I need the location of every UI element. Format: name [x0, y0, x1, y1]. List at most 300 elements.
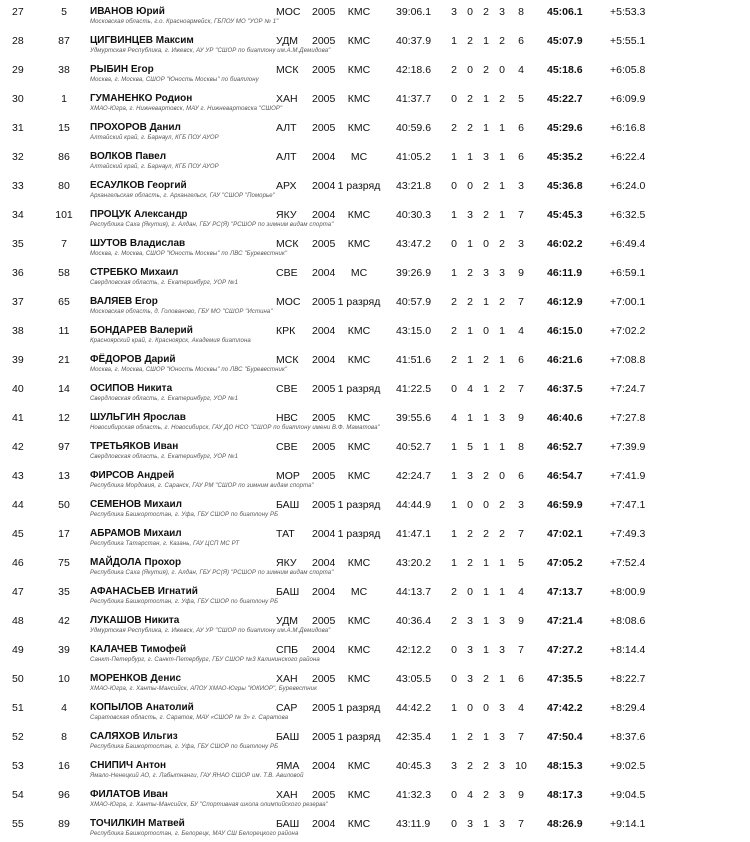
result-time: 45:45.3: [547, 209, 583, 221]
club-affiliation: Московская область, д. Голованово, ГБУ МО "СШОР "Истина": [90, 309, 273, 315]
result-time: 46:52.7: [547, 441, 583, 453]
result-time: 47:21.4: [547, 615, 583, 627]
place-cell: 43: [12, 470, 24, 482]
athlete-name: БОНДАРЕВ Валерий: [90, 325, 193, 336]
shooting-3: 1: [483, 441, 489, 453]
athlete-name: ЕСАУЛКОВ Георгий: [90, 180, 187, 191]
shooting-4: 1: [499, 354, 505, 366]
shooting-3: 2: [483, 789, 489, 801]
club-affiliation: Свердловская область, г. Екатеринбург, УОР №1: [90, 280, 239, 286]
athlete-name: КАЛАЧЕВ Тимофей: [90, 644, 187, 655]
table-row: [0, 116, 750, 145]
club-affiliation: Новосибирская область, г. Новосибирск, ГАУ ДО НСО "СШОР по биатлону имени В.Ф. Маматова": [90, 425, 380, 431]
birth-year: 2005: [312, 64, 336, 76]
penalty-total: 3: [518, 499, 524, 511]
region-code: АРХ: [276, 180, 297, 192]
penalty-total: 7: [518, 644, 524, 656]
penalty-total: 5: [518, 93, 524, 105]
penalty-total: 7: [518, 528, 524, 540]
place-cell: 27: [12, 6, 24, 18]
sport-rank: 1 разряд: [337, 499, 381, 511]
shooting-4: 3: [499, 267, 505, 279]
shooting-2: 1: [467, 238, 473, 250]
athlete-name: ТРЕТЬЯКОВ Иван: [90, 441, 179, 452]
club-affiliation: Удмуртская Республика, г. Ижевск, АУ УР "СШОР по биатлону им.А.М.Демидова": [90, 628, 331, 634]
place-cell: 30: [12, 93, 24, 105]
ski-time: 44:44.9: [396, 499, 432, 511]
athlete-name: ТОЧИЛКИН Матвей: [90, 818, 185, 829]
penalty-total: 6: [518, 35, 524, 47]
place-cell: 36: [12, 267, 24, 279]
bib-cell: 42: [58, 615, 70, 627]
sport-rank: КМС: [347, 122, 371, 134]
time-behind: +7:02.2: [610, 325, 646, 337]
place-cell: 54: [12, 789, 24, 801]
shooting-4: 2: [499, 296, 505, 308]
bib-cell: 50: [58, 499, 70, 511]
bib-cell: 13: [58, 470, 70, 482]
result-time: 46:40.6: [547, 412, 583, 424]
shooting-4: 3: [499, 818, 505, 830]
sport-rank: КМС: [347, 93, 371, 105]
ski-time: 41:05.2: [396, 151, 432, 163]
athlete-name: ЦИГВИНЦЕВ Максим: [90, 35, 194, 46]
place-cell: 33: [12, 180, 24, 192]
shooting-2: 3: [467, 209, 473, 221]
birth-year: 2005: [312, 673, 336, 685]
shooting-4: 3: [499, 6, 505, 18]
athlete-name: ФИРСОВ Андрей: [90, 470, 175, 481]
shooting-3: 2: [483, 528, 489, 540]
result-time: 45:36.8: [547, 180, 583, 192]
shooting-4: 1: [499, 557, 505, 569]
shooting-1: 2: [451, 296, 457, 308]
athlete-name: ПРОХОРОВ Данил: [90, 122, 181, 133]
penalty-total: 4: [518, 325, 524, 337]
region-code: МОР: [276, 470, 300, 482]
bib-cell: 97: [58, 441, 70, 453]
ski-time: 43:15.0: [396, 325, 432, 337]
result-time: 46:15.0: [547, 325, 583, 337]
ski-time: 44:42.2: [396, 702, 432, 714]
sport-rank: КМС: [347, 789, 371, 801]
shooting-2: 4: [467, 789, 473, 801]
time-behind: +8:08.6: [610, 615, 646, 627]
place-cell: 44: [12, 499, 24, 511]
athlete-name: МАЙДОЛА Прохор: [90, 557, 182, 568]
sport-rank: 1 разряд: [337, 296, 381, 308]
club-affiliation: Москва, г. Москва, СШОР "Юность Москвы" по биатлону: [90, 77, 259, 83]
bib-cell: 17: [58, 528, 70, 540]
birth-year: 2005: [312, 499, 336, 511]
table-row: [0, 754, 750, 783]
ski-time: 40:57.9: [396, 296, 432, 308]
shooting-4: 2: [499, 383, 505, 395]
sport-rank: КМС: [347, 412, 371, 424]
time-behind: +7:52.4: [610, 557, 646, 569]
time-behind: +6:59.1: [610, 267, 646, 279]
club-affiliation: Свердловская область, г. Екатеринбург, УОР №1: [90, 454, 239, 460]
shooting-1: 1: [451, 470, 457, 482]
time-behind: +8:29.4: [610, 702, 646, 714]
result-time: 47:02.1: [547, 528, 583, 540]
shooting-4: 1: [499, 180, 505, 192]
shooting-1: 2: [451, 586, 457, 598]
sport-rank: КМС: [347, 644, 371, 656]
shooting-1: 1: [451, 702, 457, 714]
shooting-1: 3: [451, 6, 457, 18]
region-code: БАШ: [276, 731, 300, 743]
birth-year: 2005: [312, 383, 336, 395]
shooting-3: 2: [483, 760, 489, 772]
shooting-4: 3: [499, 644, 505, 656]
table-row: [0, 435, 750, 464]
result-time: 47:35.5: [547, 673, 583, 685]
region-code: ХАН: [276, 93, 298, 105]
ski-time: 43:21.8: [396, 180, 432, 192]
shooting-3: 1: [483, 412, 489, 424]
region-code: СВЕ: [276, 267, 298, 279]
table-row: [0, 580, 750, 609]
result-time: 46:21.6: [547, 354, 583, 366]
bib-cell: 65: [58, 296, 70, 308]
shooting-3: 1: [483, 35, 489, 47]
place-cell: 40: [12, 383, 24, 395]
time-behind: +6:24.0: [610, 180, 646, 192]
time-behind: +8:14.4: [610, 644, 646, 656]
shooting-1: 2: [451, 354, 457, 366]
club-affiliation: Республика Саха (Якутия), г. Алдан, ГБУ РС(Я) "РСШОР по зимним видам спорта": [90, 570, 334, 576]
shooting-4: 1: [499, 122, 505, 134]
shooting-3: 1: [483, 93, 489, 105]
place-cell: 47: [12, 586, 24, 598]
shooting-2: 2: [467, 93, 473, 105]
sport-rank: 1 разряд: [337, 180, 381, 192]
shooting-4: 3: [499, 731, 505, 743]
ski-time: 43:47.2: [396, 238, 432, 250]
sport-rank: МС: [350, 267, 368, 279]
region-code: УДМ: [276, 615, 299, 627]
athlete-name: АФАНАСЬЕВ Игнатий: [90, 586, 198, 597]
shooting-3: 2: [483, 354, 489, 366]
region-code: СПБ: [276, 644, 299, 656]
place-cell: 51: [12, 702, 24, 714]
result-time: 45:29.6: [547, 122, 583, 134]
table-row: [0, 493, 750, 522]
bib-cell: 12: [58, 412, 70, 424]
place-cell: 48: [12, 615, 24, 627]
table-row: [0, 87, 750, 116]
shooting-1: 1: [451, 35, 457, 47]
shooting-1: 2: [451, 615, 457, 627]
result-time: 47:13.7: [547, 586, 583, 598]
shooting-3: 2: [483, 673, 489, 685]
athlete-name: ЛУКАШОВ Никита: [90, 615, 180, 626]
shooting-4: 2: [499, 35, 505, 47]
penalty-total: 9: [518, 789, 524, 801]
table-row: [0, 174, 750, 203]
time-behind: +6:05.8: [610, 64, 646, 76]
result-time: 48:17.3: [547, 789, 583, 801]
result-time: 47:05.2: [547, 557, 583, 569]
time-behind: +6:22.4: [610, 151, 646, 163]
time-behind: +7:27.8: [610, 412, 646, 424]
penalty-total: 4: [518, 64, 524, 76]
sport-rank: 1 разряд: [337, 731, 381, 743]
club-affiliation: Алтайский край, г. Барнаул, КГБ ПОУ АУОР: [90, 135, 219, 141]
bib-cell: 38: [58, 64, 70, 76]
shooting-4: 3: [499, 702, 505, 714]
birth-year: 2004: [312, 180, 336, 192]
ski-time: 41:32.3: [396, 789, 432, 801]
shooting-3: 3: [483, 267, 489, 279]
region-code: ТАТ: [276, 528, 295, 540]
birth-year: 2004: [312, 354, 336, 366]
table-row: [0, 261, 750, 290]
bib-cell: 4: [61, 702, 67, 714]
time-behind: +8:37.6: [610, 731, 646, 743]
result-time: 45:18.6: [547, 64, 583, 76]
athlete-name: ИВАНОВ Юрий: [90, 6, 165, 17]
shooting-1: 1: [451, 528, 457, 540]
region-code: БАШ: [276, 586, 300, 598]
time-behind: +7:00.1: [610, 296, 646, 308]
shooting-3: 2: [483, 180, 489, 192]
sport-rank: КМС: [347, 6, 371, 18]
penalty-total: 6: [518, 151, 524, 163]
sport-rank: КМС: [347, 35, 371, 47]
club-affiliation: Удмуртская Республика, г. Ижевск, АУ УР "СШОР по биатлону им.А.М.Демидова": [90, 48, 331, 54]
place-cell: 28: [12, 35, 24, 47]
shooting-3: 1: [483, 122, 489, 134]
shooting-3: 1: [483, 731, 489, 743]
bib-cell: 7: [61, 238, 67, 250]
time-behind: +6:16.8: [610, 122, 646, 134]
bib-cell: 39: [58, 644, 70, 656]
ski-time: 41:51.6: [396, 354, 432, 366]
shooting-3: 0: [483, 238, 489, 250]
result-time: 46:37.5: [547, 383, 583, 395]
athlete-name: СЕМЕНОВ Михаил: [90, 499, 182, 510]
birth-year: 2005: [312, 122, 336, 134]
bib-cell: 15: [58, 122, 70, 134]
ski-time: 39:26.9: [396, 267, 432, 279]
result-time: 47:50.4: [547, 731, 583, 743]
shooting-4: 1: [499, 586, 505, 598]
athlete-name: ФЁДОРОВ Дарий: [90, 354, 176, 365]
birth-year: 2005: [312, 6, 336, 18]
shooting-3: 1: [483, 557, 489, 569]
place-cell: 50: [12, 673, 24, 685]
shooting-1: 1: [451, 499, 457, 511]
shooting-1: 4: [451, 412, 457, 424]
shooting-4: 3: [499, 615, 505, 627]
shooting-2: 3: [467, 673, 473, 685]
shooting-2: 2: [467, 528, 473, 540]
sport-rank: КМС: [347, 441, 371, 453]
birth-year: 2004: [312, 818, 336, 830]
ski-time: 40:59.6: [396, 122, 432, 134]
bib-cell: 58: [58, 267, 70, 279]
penalty-total: 8: [518, 6, 524, 18]
athlete-name: СНИПИЧ Антон: [90, 760, 166, 771]
region-code: ЯМА: [276, 760, 300, 772]
shooting-1: 1: [451, 151, 457, 163]
shooting-4: 3: [499, 789, 505, 801]
shooting-2: 2: [467, 296, 473, 308]
athlete-name: ШУТОВ Владислав: [90, 238, 186, 249]
club-affiliation: Республика Башкортостан, г. Белорецк, МАУ СШ Белорецкого района: [90, 831, 299, 837]
region-code: МСК: [276, 354, 299, 366]
bib-cell: 5: [61, 6, 67, 18]
athlete-name: МОРЕНКОВ Денис: [90, 673, 182, 684]
shooting-2: 1: [467, 354, 473, 366]
sport-rank: КМС: [347, 64, 371, 76]
ski-time: 43:11.9: [396, 818, 431, 830]
ski-time: 40:30.3: [396, 209, 432, 221]
birth-year: 2005: [312, 35, 336, 47]
ski-time: 43:20.2: [396, 557, 432, 569]
penalty-total: 7: [518, 296, 524, 308]
time-behind: +6:49.4: [610, 238, 646, 250]
shooting-2: 2: [467, 267, 473, 279]
sport-rank: КМС: [347, 325, 371, 337]
region-code: БАШ: [276, 818, 300, 830]
shooting-1: 0: [451, 180, 457, 192]
shooting-2: 3: [467, 615, 473, 627]
penalty-total: 6: [518, 354, 524, 366]
time-behind: +5:55.1: [610, 35, 646, 47]
birth-year: 2005: [312, 789, 336, 801]
birth-year: 2004: [312, 760, 336, 772]
birth-year: 2005: [312, 93, 336, 105]
shooting-3: 0: [483, 325, 489, 337]
athlete-name: АБРАМОВ Михаил: [90, 528, 182, 539]
table-row: [0, 348, 750, 377]
birth-year: 2004: [312, 644, 336, 656]
time-behind: +7:49.3: [610, 528, 646, 540]
shooting-2: 0: [467, 6, 473, 18]
club-affiliation: Свердловская область, г. Екатеринбург, УОР №1: [90, 396, 239, 402]
shooting-1: 0: [451, 238, 457, 250]
shooting-2: 3: [467, 470, 473, 482]
ski-time: 44:13.7: [396, 586, 432, 598]
sport-rank: 1 разряд: [337, 702, 381, 714]
birth-year: 2004: [312, 528, 336, 540]
club-affiliation: Красноярский край, г. Красноярск, Академия биатлона: [90, 338, 251, 344]
shooting-2: 3: [467, 644, 473, 656]
shooting-4: 1: [499, 673, 505, 685]
club-affiliation: Ямало-Ненецкий АО, г. Лабытнанги, ГАУ ЯНАО СШОР им. Т.В. Авиловой: [90, 773, 304, 779]
shooting-2: 0: [467, 64, 473, 76]
time-behind: +7:08.8: [610, 354, 646, 366]
shooting-3: 0: [483, 499, 489, 511]
time-behind: +6:09.9: [610, 93, 646, 105]
athlete-name: ОСИПОВ Никита: [90, 383, 173, 394]
place-cell: 42: [12, 441, 24, 453]
birth-year: 2005: [312, 702, 336, 714]
athlete-name: ПРОЦУК Александр: [90, 209, 188, 220]
region-code: МОС: [276, 6, 301, 18]
shooting-3: 1: [483, 818, 489, 830]
birth-year: 2004: [312, 151, 336, 163]
club-affiliation: Республика Мордовия, г. Саранск, ГАУ РМ "СШОР по зимним видам спорта": [90, 483, 314, 489]
club-affiliation: ХМАО-Югра, г. Нижневартовск, МАУ г. Нижневартовска "СШОР": [90, 106, 283, 112]
shooting-4: 1: [499, 151, 505, 163]
shooting-4: 3: [499, 412, 505, 424]
penalty-total: 4: [518, 702, 524, 714]
sport-rank: МС: [350, 151, 368, 163]
shooting-1: 0: [451, 673, 457, 685]
athlete-name: ШУЛЬГИН Ярослав: [90, 412, 186, 423]
time-behind: +5:53.3: [610, 6, 646, 18]
shooting-2: 0: [467, 499, 473, 511]
birth-year: 2004: [312, 557, 336, 569]
sport-rank: 1 разряд: [337, 383, 381, 395]
table-row: [0, 290, 750, 319]
shooting-1: 1: [451, 441, 457, 453]
bib-cell: 96: [58, 789, 70, 801]
penalty-total: 5: [518, 557, 524, 569]
ski-time: 40:36.4: [396, 615, 432, 627]
ski-time: 42:12.2: [396, 644, 432, 656]
penalty-total: 6: [518, 122, 524, 134]
ski-time: 42:18.6: [396, 64, 432, 76]
result-time: 46:59.9: [547, 499, 583, 511]
sport-rank: КМС: [347, 470, 371, 482]
athlete-name: РЫБИН Егор: [90, 64, 154, 75]
athlete-name: КОПЫЛОВ Анатолий: [90, 702, 194, 713]
region-code: МОС: [276, 296, 301, 308]
time-behind: +9:02.5: [610, 760, 646, 772]
result-time: 46:12.9: [547, 296, 583, 308]
shooting-4: 2: [499, 528, 505, 540]
shooting-1: 2: [451, 122, 457, 134]
result-time: 45:06.1: [547, 6, 583, 18]
result-time: 46:02.2: [547, 238, 583, 250]
place-cell: 32: [12, 151, 24, 163]
region-code: МСК: [276, 238, 299, 250]
place-cell: 31: [12, 122, 24, 134]
penalty-total: 9: [518, 412, 524, 424]
table-row: [0, 29, 750, 58]
ski-time: 41:47.1: [396, 528, 432, 540]
bib-cell: 89: [58, 818, 70, 830]
shooting-4: 3: [499, 760, 505, 772]
penalty-total: 6: [518, 470, 524, 482]
penalty-total: 7: [518, 731, 524, 743]
shooting-2: 2: [467, 122, 473, 134]
shooting-3: 1: [483, 644, 489, 656]
shooting-2: 0: [467, 586, 473, 598]
result-time: 47:42.2: [547, 702, 583, 714]
ski-time: 43:05.5: [396, 673, 432, 685]
result-time: 46:54.7: [547, 470, 583, 482]
shooting-1: 0: [451, 818, 457, 830]
region-code: САР: [276, 702, 298, 714]
club-affiliation: Республика Саха (Якутия), г. Алдан, ГБУ РС(Я) "РСШОР по зимним видам спорта": [90, 222, 334, 228]
table-row: [0, 0, 750, 29]
place-cell: 35: [12, 238, 24, 250]
table-row: [0, 232, 750, 261]
birth-year: 2005: [312, 441, 336, 453]
region-code: СВЕ: [276, 383, 298, 395]
table-row: [0, 609, 750, 638]
shooting-4: 2: [499, 499, 505, 511]
athlete-name: САЛЯХОВ Ильгиз: [90, 731, 178, 742]
shooting-4: 0: [499, 64, 505, 76]
region-code: НВС: [276, 412, 298, 424]
